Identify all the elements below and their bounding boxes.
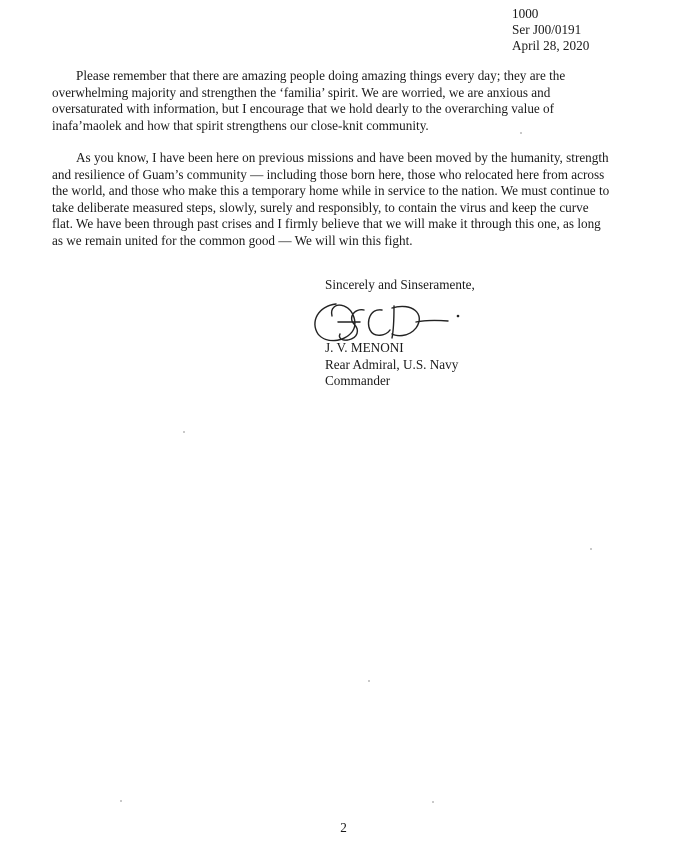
serial-number: Ser J00/0191 [512, 22, 582, 37]
scan-speck [120, 800, 122, 802]
scan-speck [368, 680, 370, 682]
scan-speck [520, 132, 522, 134]
scan-speck [183, 431, 185, 433]
signer-name: J. V. MENONI [325, 340, 404, 355]
ssic-code: 1000 [512, 6, 539, 21]
page-number: 2 [340, 820, 347, 835]
signature-block [325, 340, 458, 390]
body-paragraph-1: Please remember that there are amazing people doing amazing things every day; they are the overwhelming majority and strengthen the ‘familia’ spirit. We are worried, we are anxious and oversaturated with information, but I encourage that we hold dearly to the overarching value of inafa’maolek and how that spirit strengthens our close-knit community. [52, 68, 566, 133]
closing-salutation: Sincerely and Sinseramente, [325, 277, 475, 292]
body-paragraph-2: As you know, I have been here on previous missions and have been moved by the humanity, strength and resilience of Guam’s community — including those born here, those who relocated here from across the world, and those who make this a temporary home while in service to the nation. We must continue to take deliberate measured steps, slowly, surely and responsibly, to contain the virus and keep the curve flat. We have been through past crises and I firmly believe that we will make it through this one, as long as we remain united for the common good — We will win this fight. [52, 150, 610, 248]
letter-date: April 28, 2020 [512, 38, 590, 53]
signer-title: Commander [325, 373, 391, 388]
scan-speck [432, 801, 434, 803]
reference-block [512, 6, 589, 54]
scan-speck [590, 548, 592, 550]
signer-rank: Rear Admiral, U.S. Navy [325, 356, 459, 372]
